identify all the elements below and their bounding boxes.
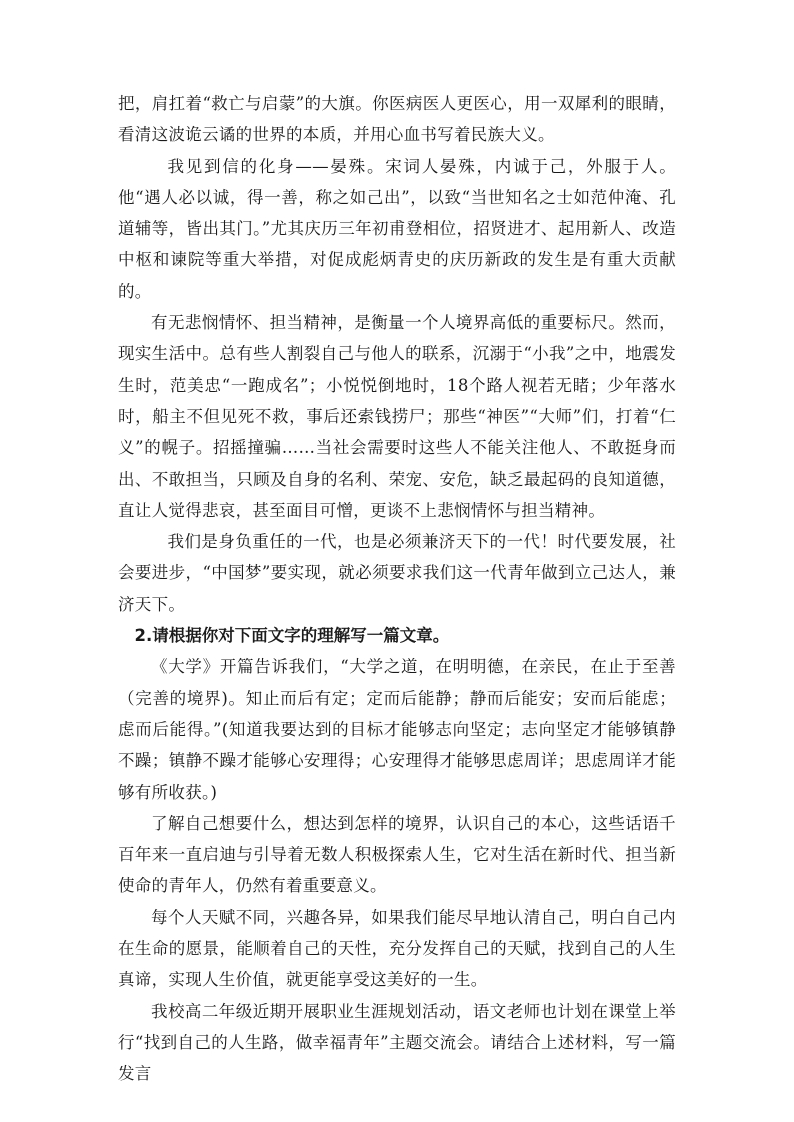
paragraph-compassion: 有无悲悯情怀、担当精神，是衡量一个人境界高低的重要标尺。然而，现实生活中。总有些人割裂自己与他人的联系，沉溺于“小我”之中，地震发生时，范美忠“一跑成名”；小悦悦倒地时，18个路人视若无睹；少年落水时，船主不但见死不救，事后还索钱捞尸；那些“神医”“大师”们，打着“仁义”的幌子。招摇撞骗……当社会需要时这些人不能关注他人、不敢挺身而出、不敢担当，只顾及自身的名利、荣宠、安危，缺乏最起码的良知道德，直让人觉得悲哀，甚至面目可憎，更谈不上悲悯情怀与担当精神。 xyxy=(118,313,676,520)
question-heading: 2.请根据你对下面文字的理解写一篇文章。 xyxy=(134,626,450,646)
document-page xyxy=(118,88,676,1090)
paragraph-talent: 每个人天赋不同，兴趣各异，如果我们能尽早地认清自己，明白自己内在生命的愿景，能顺着自己的天性，充分发挥自己的天赋，找到自己的人生真谛，实现人生价值，就更能享受这美好的一生。 xyxy=(118,907,676,990)
paragraph-lu-xun-ending: 把，肩扛着“救亡与启蒙”的大旗。你医病医人更医心，用一双犀利的眼睛，看清这波诡云谲的世界的本质，并用心血书写着民族大义。 xyxy=(118,94,676,145)
paragraph-task: 我校高二年级近期开展职业生涯规划活动，语文老师也计划在课堂上举行“找到自己的人生路，做幸福青年”主题交流会。请结合上述材料，写一篇发言 xyxy=(118,1001,676,1084)
paragraph-daxue-quote: 《大学》开篇告诉我们，“大学之道，在明明德，在亲民，在止于至善（完善的境界)。知止而后有定；定而后能静；静而后能安；安而后能虑；虑而后能得。”(知道我要达到的目标才能够志向坚定；志向坚定才能够镇静不躁；镇静不躁才能够心安理得；心安理得才能够思虑周详；思虑周详才能够有所收获。) xyxy=(118,657,676,802)
paragraph-yan-shu: 我见到信的化身——晏殊。宋词人晏殊，内诚于己，外服于人。他“遇人必以诚，得一善，称之如己出”，以致“当世知名之士如范仲淹、孔道辅等，皆出其门。”尤其庆历三年初甫登相位，招贤进才、起用新人、改造中枢和谏院等重大举措，对促成彪炳青史的庆历新政的发生是有重大贡献的。 xyxy=(118,156,676,301)
paragraph-conclusion: 我们是身负重任的一代，也是必须兼济天下的一代！时代要发展，社会要进步，“中国梦”要实现，就必须要求我们这一代青年做到立己达人，兼济天下。 xyxy=(118,532,676,614)
paragraph-know-yourself: 了解自己想要什么，想达到怎样的境界，认识自己的本心，这些话语千百年来一直启迪与引导着无数人积极探索人生，它对生活在新时代、担当新使命的青年人，仍然有着重要意义。 xyxy=(118,813,676,896)
